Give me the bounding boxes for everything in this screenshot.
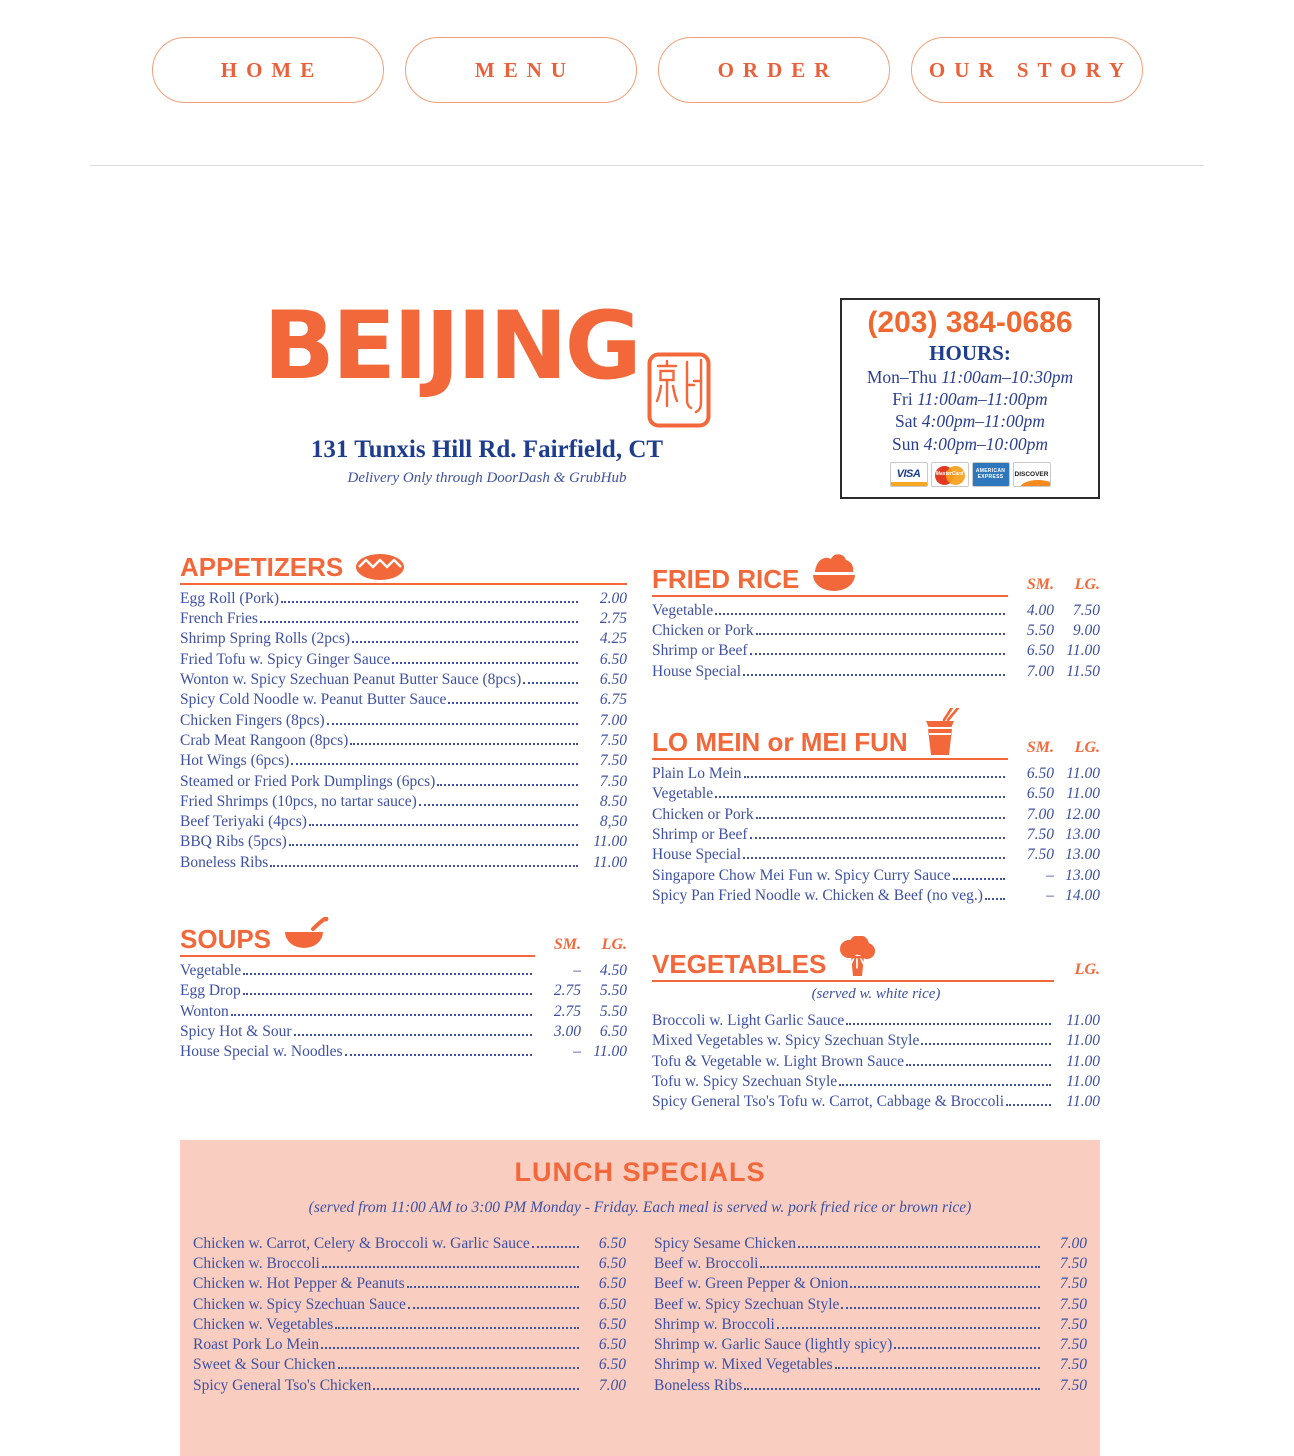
menu-item-row: Beef w. Green Pepper & Onion 7.50 — [654, 1275, 1087, 1293]
section-vegetables — [652, 936, 1100, 1112]
menu-item-row: Fried Tofu w. Spicy Ginger Sauce 6.50 — [180, 650, 627, 668]
vegetables-lg-header: LG. — [1074, 961, 1100, 979]
menu-item-row: Mixed Vegetables w. Spicy Szechuan Style 11.00 — [652, 1032, 1100, 1050]
lo-mein-title: LO MEIN or MEI FUN — [652, 727, 908, 758]
fried-rice-sm-header: SM. — [1026, 575, 1054, 593]
menu-item-row: Chicken w. Carrot, Celery & Broccoli w. Garlic Sauce 6.50 — [193, 1234, 626, 1252]
menu-item-row: Chicken or Pork 5.50 9.00 — [652, 622, 1100, 640]
visa-card-icon: VISA — [890, 462, 928, 487]
lo-mein-lg-header: LG. — [1074, 739, 1100, 757]
appetizers-title: APPETIZERS — [180, 552, 344, 583]
menu-item-row: French Fries 2.75 — [180, 610, 627, 628]
lo-mein-items — [652, 764, 1100, 906]
menu-item-row: House Special w. Noodles – 11.00 — [180, 1043, 627, 1061]
street-address: 131 Tunxis Hill Rd. Fairfield, CT — [310, 436, 664, 463]
section-soups — [180, 917, 627, 1062]
menu-item-row: Egg Roll (Pork) 2.00 — [180, 589, 627, 607]
menu-item-row: House Special 7.50 13.00 — [652, 846, 1100, 864]
menu-item-row: Beef w. Broccoli 7.50 — [654, 1254, 1087, 1272]
menu-item-row: Chicken w. Hot Pepper & Peanuts 6.50 — [193, 1275, 626, 1293]
menu-item-row: Beef w. Spicy Szechuan Style 7.50 — [654, 1295, 1087, 1313]
lunch-right-items — [654, 1234, 1087, 1396]
discover-card-icon: DISCOVER — [1013, 462, 1051, 487]
payment-methods — [848, 462, 1092, 487]
menu-left-column — [180, 553, 627, 1113]
lunch-left-items — [193, 1234, 626, 1396]
hours-heading: HOURS: — [929, 341, 1011, 365]
fried-rice-items — [652, 601, 1100, 682]
menu-item-row: Chicken w. Spicy Szechuan Sauce 6.50 — [193, 1295, 626, 1313]
soup-bowl-icon — [283, 917, 331, 953]
dumpling-icon — [355, 553, 405, 581]
masthead — [180, 292, 1100, 499]
menu-item-row: Vegetable – 4.50 — [180, 962, 627, 980]
menu-item-row: Broccoli w. Light Garlic Sauce 11.00 — [652, 1012, 1100, 1030]
menu-item-row: Spicy Cold Noodle w. Peanut Butter Sauce 6.75 — [180, 691, 627, 709]
menu-item-row: Roast Pork Lo Mein 6.50 — [193, 1336, 626, 1354]
vegetables-note: (served w. white rice) — [811, 986, 941, 1003]
fried-rice-lg-header: LG. — [1074, 575, 1100, 593]
mastercard-icon: MasterCard — [931, 462, 969, 487]
menu-flyer — [180, 166, 1100, 1456]
menu-item-row: Shrimp or Beef 7.50 13.00 — [652, 825, 1100, 843]
menu-item-row: Vegetable 4.00 7.50 — [652, 601, 1100, 619]
menu-item-row: Sweet & Sour Chicken 6.50 — [193, 1356, 626, 1374]
lunch-specials-title: LUNCH SPECIALS — [514, 1156, 766, 1187]
soups-items — [180, 961, 627, 1062]
hours-line: Mon–Thu 11:00am–10:30pm — [866, 367, 1074, 387]
appetizers-items — [180, 589, 627, 873]
top-nav — [0, 0, 1294, 103]
vegetables-title: VEGETABLES — [652, 949, 827, 980]
menu-item-row: Spicy Pan Fried Noodle w. Chicken & Beef (no veg.) – 14.00 — [652, 886, 1100, 904]
menu-item-row: Shrimp Spring Rolls (2pcs) 4.25 — [180, 630, 627, 648]
contact-hours-box — [840, 298, 1100, 499]
menu-item-row: Chicken w. Vegetables 6.50 — [193, 1315, 626, 1333]
rice-bowl-icon — [811, 553, 857, 593]
menu-columns — [180, 553, 1100, 1113]
section-lo-mein — [652, 708, 1100, 906]
vegetables-items — [652, 1011, 1100, 1112]
menu-item-row: Crab Meat Rangoon (8pcs) 7.50 — [180, 731, 627, 749]
nav-menu-button[interactable]: MENU — [405, 37, 637, 103]
brand-block — [252, 292, 722, 487]
broccoli-icon — [838, 936, 876, 978]
menu-item-row: Vegetable 6.50 11.00 — [652, 785, 1100, 803]
menu-item-row: Chicken or Pork 7.00 12.00 — [652, 805, 1100, 823]
menu-item-row: Spicy General Tso's Chicken 7.00 — [193, 1376, 626, 1394]
menu-item-row: Fried Shrimps (10pcs, no tartar sauce) 8.50 — [180, 792, 627, 810]
menu-item-row: Chicken Fingers (8pcs) 7.00 — [180, 711, 627, 729]
menu-right-column — [652, 553, 1100, 1113]
delivery-note: Delivery Only through DoorDash & GrubHub — [347, 470, 627, 486]
nav-our-story-button[interactable]: OUR STORY — [911, 37, 1143, 103]
nav-home-button[interactable]: HOME — [152, 37, 384, 103]
hours-line: Sun 4:00pm–10:00pm — [891, 433, 1049, 454]
menu-item-row: Spicy General Tso's Tofu w. Carrot, Cabbage & Broccoli 11.00 — [652, 1093, 1100, 1111]
soups-lg-header: LG. — [601, 936, 627, 954]
menu-item-row: House Special 7.00 11.50 — [652, 662, 1100, 680]
section-fried-rice — [652, 553, 1100, 682]
menu-item-row: Plain Lo Mein 6.50 11.00 — [652, 765, 1100, 783]
beijing-seal-icon — [647, 352, 711, 428]
menu-item-row: Spicy Hot & Sour 3.00 6.50 — [180, 1022, 627, 1040]
lo-mein-sm-header: SM. — [1026, 739, 1054, 757]
menu-item-row: Shrimp w. Mixed Vegetables 7.50 — [654, 1356, 1087, 1374]
hours-line: Sat 4:00pm–11:00pm — [895, 411, 1045, 432]
menu-item-row: Wonton 2.75 5.50 — [180, 1002, 627, 1020]
fried-rice-title: FRIED RICE — [652, 564, 800, 595]
soups-title: SOUPS — [180, 924, 272, 955]
menu-item-row: Chicken w. Broccoli 6.50 — [193, 1254, 626, 1272]
menu-item-row: Boneless Ribs 11.00 — [180, 853, 627, 871]
menu-item-row: Boneless Ribs 7.50 — [654, 1376, 1087, 1394]
section-appetizers — [180, 553, 627, 873]
menu-item-row: Egg Drop 2.75 5.50 — [180, 982, 627, 1000]
amex-card-icon: AMERICAN EXPRESS — [972, 462, 1010, 487]
lunch-specials-note: (served from 11:00 AM to 3:00 PM Monday - Friday. Each meal is served w. pork fried rice or brown rice) — [308, 1198, 972, 1216]
restaurant-logo: BEIJING — [263, 292, 639, 401]
menu-item-row: Wonton w. Spicy Szechuan Peanut Butter Sauce (8pcs) 6.50 — [180, 671, 627, 689]
menu-item-row: Singapore Chow Mei Fun w. Spicy Curry Sauce – 13.00 — [652, 866, 1100, 884]
phone-number: (203) 384-0686 — [867, 306, 1073, 339]
nav-order-button[interactable]: ORDER — [658, 37, 890, 103]
soups-sm-header: SM. — [553, 936, 581, 954]
menu-item-row: BBQ Ribs (5pcs) 11.00 — [180, 833, 627, 851]
takeout-box-icon — [920, 708, 960, 756]
lunch-specials-panel — [180, 1140, 1100, 1456]
menu-item-row: Tofu w. Spicy Szechuan Style 11.00 — [652, 1073, 1100, 1091]
menu-item-row: Steamed or Fried Pork Dumplings (6pcs) 7.50 — [180, 772, 627, 790]
menu-item-row: Spicy Sesame Chicken 7.00 — [654, 1234, 1087, 1252]
hours-line: Fri 11:00am–11:00pm — [892, 389, 1048, 410]
menu-item-row: Shrimp or Beef 6.50 11.00 — [652, 642, 1100, 660]
menu-item-row: Hot Wings (6pcs) 7.50 — [180, 752, 627, 770]
menu-item-row: Tofu & Vegetable w. Light Brown Sauce 11.00 — [652, 1052, 1100, 1070]
hours-list — [848, 366, 1092, 455]
menu-item-row: Shrimp w. Broccoli 7.50 — [654, 1315, 1087, 1333]
menu-item-row: Shrimp w. Garlic Sauce (lightly spicy) 7.50 — [654, 1336, 1087, 1354]
menu-item-row: Beef Teriyaki (4pcs) 8,50 — [180, 813, 627, 831]
